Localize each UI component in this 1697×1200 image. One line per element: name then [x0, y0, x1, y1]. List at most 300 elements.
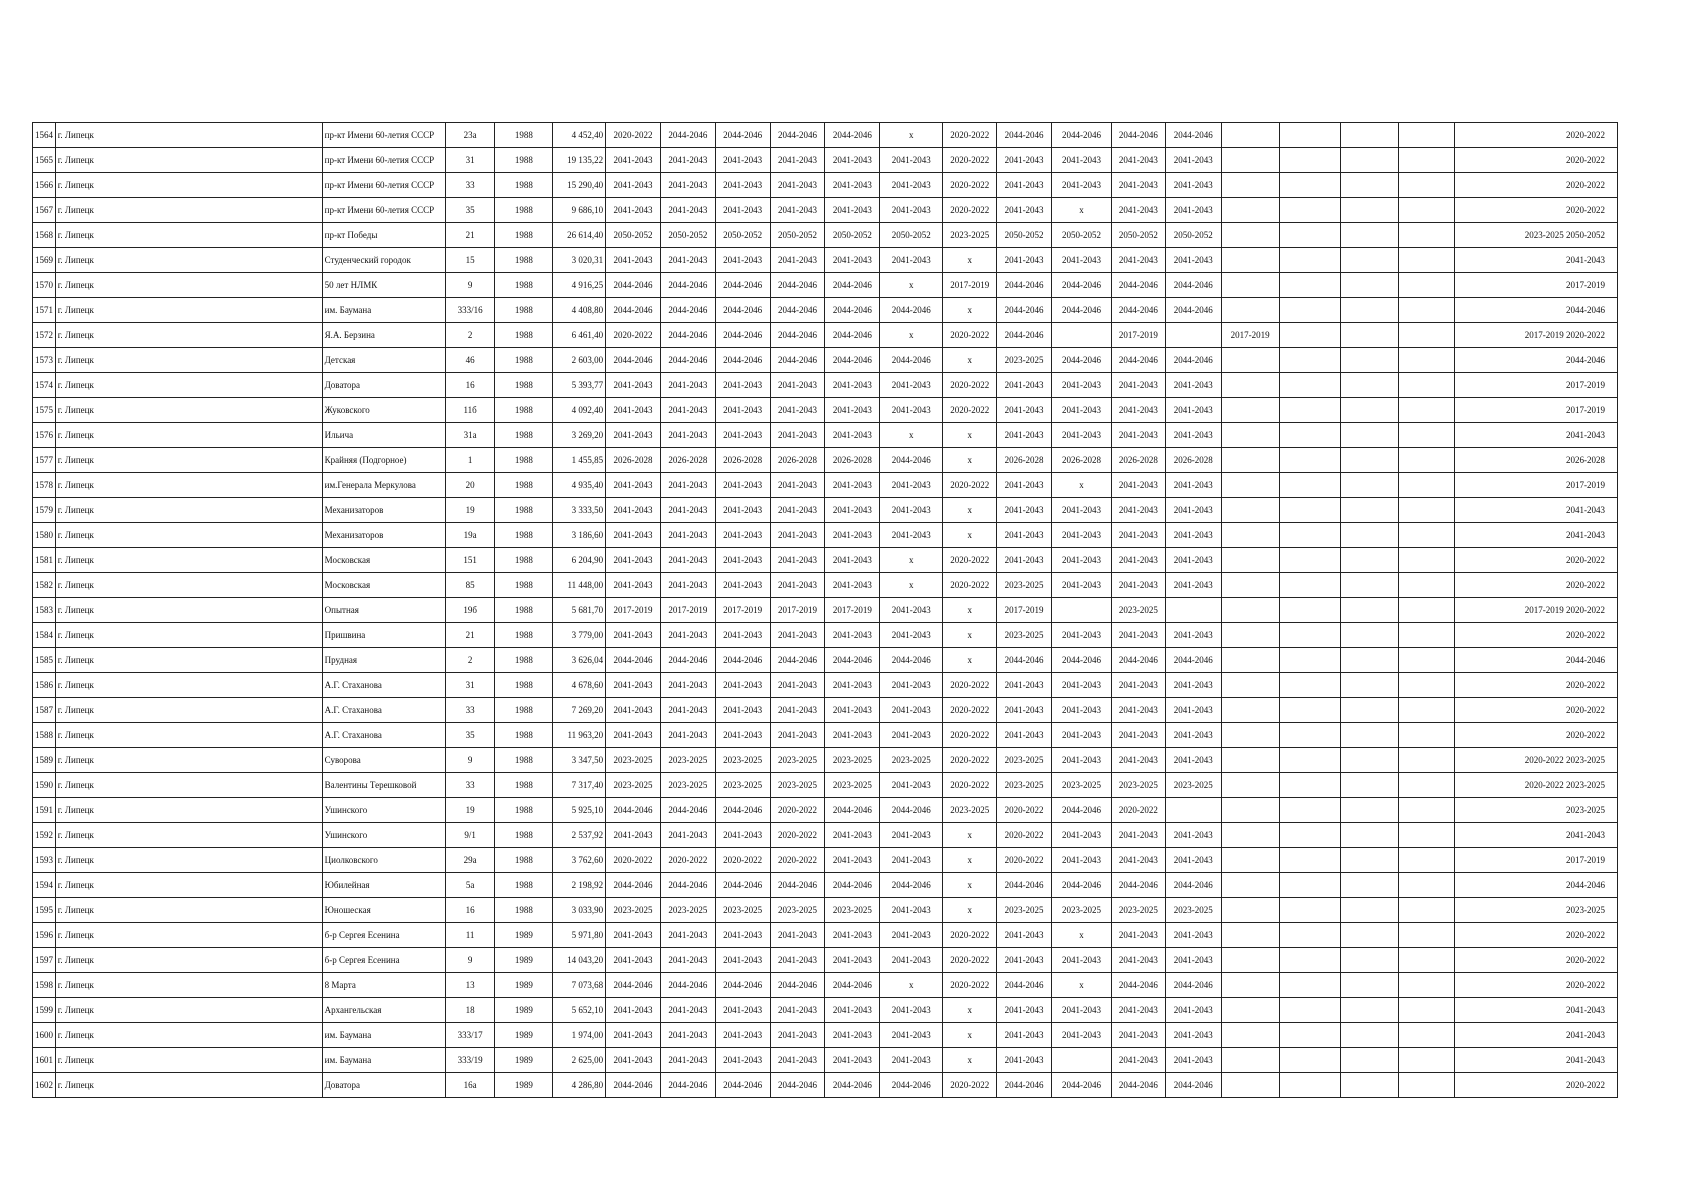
period-cell: 2041-2043 — [770, 473, 825, 498]
period-cell: 2041-2043 — [715, 723, 770, 748]
period-cell — [1398, 773, 1455, 798]
period-cell: 2041-2043 — [770, 1023, 825, 1048]
street-cell: Валентины Терешковой — [322, 773, 445, 798]
period-cell — [1340, 298, 1398, 323]
final-period-cell: 2041-2043 — [1455, 823, 1618, 848]
period-cell — [1340, 898, 1398, 923]
period-cell — [1279, 373, 1340, 398]
period-cell: 2041-2043 — [660, 1023, 715, 1048]
period-cell: 2023-2025 — [1111, 598, 1165, 623]
city-cell: г. Липецк — [55, 173, 322, 198]
period-cell: 2041-2043 — [715, 248, 770, 273]
period-cell: 2020-2022 — [715, 848, 770, 873]
period-cell: 2041-2043 — [880, 498, 943, 523]
period-cell: 2041-2043 — [825, 848, 880, 873]
build-year-cell: 1989 — [495, 998, 553, 1023]
period-cell: 2041-2043 — [825, 698, 880, 723]
house-number-cell: 19а — [445, 523, 495, 548]
period-cell: 2041-2043 — [715, 623, 770, 648]
area-cell: 15 290,40 — [553, 173, 606, 198]
period-cell — [1165, 798, 1221, 823]
period-cell — [1221, 473, 1279, 498]
period-cell: 2044-2046 — [880, 298, 943, 323]
table-row — [33, 723, 1618, 748]
period-cell: 2041-2043 — [660, 723, 715, 748]
period-cell: 2044-2046 — [825, 798, 880, 823]
period-cell: 2044-2046 — [1111, 648, 1165, 673]
period-cell: 2041-2043 — [1111, 723, 1165, 748]
period-cell: 2023-2025 — [997, 898, 1052, 923]
period-cell: 2041-2043 — [660, 823, 715, 848]
period-cell: 2041-2043 — [1051, 948, 1111, 973]
period-cell: 2041-2043 — [660, 423, 715, 448]
street-cell: им. Баумана — [322, 1023, 445, 1048]
street-cell: Пришвина — [322, 623, 445, 648]
period-cell: 2041-2043 — [1111, 1048, 1165, 1073]
period-cell: 2017-2019 — [997, 598, 1052, 623]
period-cell — [1398, 123, 1455, 148]
period-cell: 2041-2043 — [715, 173, 770, 198]
period-cell: 2041-2043 — [606, 498, 661, 523]
period-cell — [1279, 1073, 1340, 1098]
period-cell: 2044-2046 — [715, 323, 770, 348]
period-cell — [1221, 723, 1279, 748]
period-cell: 2020-2022 — [943, 1073, 997, 1098]
row-number-cell: 1587 — [33, 698, 56, 723]
period-cell: 2023-2025 — [1111, 898, 1165, 923]
area-cell: 7 073,68 — [553, 973, 606, 998]
period-cell — [1221, 823, 1279, 848]
final-period-cell: 2023-2025 2050-2052 — [1455, 223, 1618, 248]
period-cell: 2044-2046 — [825, 123, 880, 148]
area-cell: 2 603,00 — [553, 348, 606, 373]
street-cell: пр-кт Победы — [322, 223, 445, 248]
period-cell: 2020-2022 — [943, 573, 997, 598]
period-cell: 2023-2025 — [997, 623, 1052, 648]
period-cell: 2041-2043 — [606, 673, 661, 698]
final-period-cell: 2017-2019 2020-2022 — [1455, 323, 1618, 348]
period-cell: 2023-2025 — [825, 748, 880, 773]
period-cell: х — [943, 348, 997, 373]
period-cell: 2044-2046 — [660, 798, 715, 823]
period-cell — [1398, 573, 1455, 598]
table-row — [33, 423, 1618, 448]
house-number-cell: 15 — [445, 248, 495, 273]
street-cell: 8 Марта — [322, 973, 445, 998]
period-cell: х — [943, 873, 997, 898]
period-cell: 2041-2043 — [1165, 248, 1221, 273]
period-cell — [1340, 873, 1398, 898]
street-cell: им. Баумана — [322, 298, 445, 323]
house-number-cell: 16 — [445, 373, 495, 398]
row-number-cell: 1586 — [33, 673, 56, 698]
period-cell: 2044-2046 — [1111, 298, 1165, 323]
period-cell: 2041-2043 — [880, 673, 943, 698]
street-cell: 50 лет НЛМК — [322, 273, 445, 298]
period-cell — [1340, 573, 1398, 598]
area-cell: 1 974,00 — [553, 1023, 606, 1048]
build-year-cell: 1989 — [495, 923, 553, 948]
period-cell: 2041-2043 — [1165, 1023, 1221, 1048]
house-number-cell: 333/19 — [445, 1048, 495, 1073]
period-cell: 2023-2025 — [770, 898, 825, 923]
period-cell: 2041-2043 — [1165, 923, 1221, 948]
period-cell: 2044-2046 — [606, 873, 661, 898]
period-cell: 2041-2043 — [715, 148, 770, 173]
period-cell: 2041-2043 — [880, 773, 943, 798]
period-cell: 2017-2019 — [825, 598, 880, 623]
period-cell: 2023-2025 — [660, 773, 715, 798]
period-cell: 2026-2028 — [997, 448, 1052, 473]
period-cell: 2041-2043 — [825, 548, 880, 573]
period-cell — [1279, 298, 1340, 323]
period-cell: 2023-2025 — [997, 773, 1052, 798]
area-cell: 14 043,20 — [553, 948, 606, 973]
period-cell: 2041-2043 — [880, 1048, 943, 1073]
area-cell: 3 626,04 — [553, 648, 606, 673]
period-cell — [1221, 773, 1279, 798]
period-cell: 2023-2025 — [715, 898, 770, 923]
period-cell: 2023-2025 — [715, 748, 770, 773]
city-cell: г. Липецк — [55, 348, 322, 373]
table-row — [33, 123, 1618, 148]
final-period-cell: 2041-2043 — [1455, 423, 1618, 448]
area-cell: 3 033,90 — [553, 898, 606, 923]
build-year-cell: 1988 — [495, 723, 553, 748]
house-number-cell: 16 — [445, 898, 495, 923]
period-cell — [1340, 423, 1398, 448]
street-cell: Московская — [322, 573, 445, 598]
period-cell — [1279, 723, 1340, 748]
period-cell: 2041-2043 — [660, 998, 715, 1023]
period-cell: 2044-2046 — [715, 348, 770, 373]
period-cell: 2044-2046 — [606, 648, 661, 673]
period-cell: 2023-2025 — [997, 573, 1052, 598]
build-year-cell: 1988 — [495, 298, 553, 323]
table-row — [33, 1023, 1618, 1048]
period-cell — [1051, 598, 1111, 623]
period-cell: х — [880, 573, 943, 598]
table-row — [33, 573, 1618, 598]
build-year-cell: 1988 — [495, 173, 553, 198]
period-cell: х — [880, 273, 943, 298]
area-cell: 5 925,10 — [553, 798, 606, 823]
street-cell: Ушинского — [322, 798, 445, 823]
period-cell: 2026-2028 — [825, 448, 880, 473]
period-cell: 2026-2028 — [1111, 448, 1165, 473]
period-cell: 2041-2043 — [770, 673, 825, 698]
period-cell — [1221, 1048, 1279, 1073]
period-cell — [1398, 423, 1455, 448]
period-cell — [1340, 323, 1398, 348]
row-number-cell: 1591 — [33, 798, 56, 823]
house-number-cell: 35 — [445, 198, 495, 223]
period-cell: 2044-2046 — [1165, 348, 1221, 373]
period-cell — [1221, 1023, 1279, 1048]
period-cell: 2041-2043 — [770, 423, 825, 448]
period-cell — [1221, 698, 1279, 723]
final-period-cell: 2023-2025 — [1455, 798, 1618, 823]
period-cell — [1340, 923, 1398, 948]
period-cell: 2041-2043 — [880, 1023, 943, 1048]
period-cell — [1221, 548, 1279, 573]
period-cell: 2041-2043 — [1111, 848, 1165, 873]
period-cell: 2023-2025 — [606, 773, 661, 798]
period-cell: 2041-2043 — [880, 698, 943, 723]
period-cell: 2041-2043 — [715, 823, 770, 848]
period-cell — [1279, 798, 1340, 823]
period-cell: 2020-2022 — [943, 373, 997, 398]
period-cell: 2041-2043 — [1051, 373, 1111, 398]
period-cell: 2044-2046 — [606, 298, 661, 323]
period-cell — [1398, 498, 1455, 523]
period-cell: 2041-2043 — [1165, 423, 1221, 448]
period-cell — [1340, 373, 1398, 398]
period-cell — [1398, 523, 1455, 548]
period-cell: 2041-2043 — [1165, 498, 1221, 523]
period-cell: 2050-2052 — [997, 223, 1052, 248]
period-cell: 2041-2043 — [770, 548, 825, 573]
period-cell: 2041-2043 — [1111, 948, 1165, 973]
final-period-cell: 2020-2022 — [1455, 698, 1618, 723]
period-cell: х — [943, 423, 997, 448]
period-cell — [1340, 1023, 1398, 1048]
table-row — [33, 948, 1618, 973]
area-cell: 4 092,40 — [553, 398, 606, 423]
period-cell: 2041-2043 — [770, 248, 825, 273]
period-cell: 2020-2022 — [770, 798, 825, 823]
period-cell: 2044-2046 — [770, 123, 825, 148]
street-cell: Юношеская — [322, 898, 445, 923]
period-cell — [1398, 248, 1455, 273]
final-period-cell: 2020-2022 — [1455, 973, 1618, 998]
house-number-cell: 21 — [445, 623, 495, 648]
period-cell: 2017-2019 — [715, 598, 770, 623]
period-cell — [1340, 773, 1398, 798]
period-cell: 2050-2052 — [880, 223, 943, 248]
house-number-cell: 23а — [445, 123, 495, 148]
period-cell: 2041-2043 — [1051, 998, 1111, 1023]
city-cell: г. Липецк — [55, 798, 322, 823]
period-cell: 2044-2046 — [1051, 873, 1111, 898]
house-number-cell: 20 — [445, 473, 495, 498]
row-number-cell: 1572 — [33, 323, 56, 348]
period-cell — [1340, 473, 1398, 498]
period-cell: 2041-2043 — [1165, 823, 1221, 848]
period-cell: 2041-2043 — [660, 198, 715, 223]
final-period-cell: 2041-2043 — [1455, 248, 1618, 273]
period-cell — [1279, 898, 1340, 923]
street-cell: Механизаторов — [322, 523, 445, 548]
period-cell — [1340, 1048, 1398, 1073]
row-number-cell: 1581 — [33, 548, 56, 573]
build-year-cell: 1988 — [495, 473, 553, 498]
period-cell: 2020-2022 — [943, 923, 997, 948]
period-cell: 2044-2046 — [1051, 648, 1111, 673]
period-cell: 2020-2022 — [943, 698, 997, 723]
house-number-cell: 2 — [445, 323, 495, 348]
period-cell: 2041-2043 — [660, 1048, 715, 1073]
period-cell: х — [1051, 473, 1111, 498]
period-cell: 2041-2043 — [825, 248, 880, 273]
row-number-cell: 1575 — [33, 398, 56, 423]
period-cell — [1340, 548, 1398, 573]
house-number-cell: 2 — [445, 648, 495, 673]
build-year-cell: 1988 — [495, 873, 553, 898]
table-row — [33, 773, 1618, 798]
period-cell: 2050-2052 — [1051, 223, 1111, 248]
period-cell: х — [943, 623, 997, 648]
house-number-cell: 29а — [445, 848, 495, 873]
area-cell: 3 269,20 — [553, 423, 606, 448]
period-cell: 2041-2043 — [715, 423, 770, 448]
house-number-cell: 31а — [445, 423, 495, 448]
period-cell: 2041-2043 — [825, 623, 880, 648]
period-cell — [1279, 698, 1340, 723]
period-cell: 2044-2046 — [880, 648, 943, 673]
period-cell — [1165, 323, 1221, 348]
period-cell: 2041-2043 — [1051, 148, 1111, 173]
build-year-cell: 1988 — [495, 823, 553, 848]
period-cell — [1051, 323, 1111, 348]
street-cell: Крайняя (Подгорное) — [322, 448, 445, 473]
period-cell: 2041-2043 — [825, 423, 880, 448]
table-row — [33, 998, 1618, 1023]
period-cell: 2041-2043 — [1165, 473, 1221, 498]
table-row — [33, 623, 1618, 648]
period-cell: 2041-2043 — [997, 698, 1052, 723]
period-cell: 2023-2025 — [1111, 773, 1165, 798]
table-row — [33, 148, 1618, 173]
build-year-cell: 1988 — [495, 348, 553, 373]
period-cell — [1340, 748, 1398, 773]
area-cell: 3 020,31 — [553, 248, 606, 273]
period-cell: 2044-2046 — [606, 1073, 661, 1098]
period-cell — [1398, 623, 1455, 648]
house-number-cell: 19 — [445, 798, 495, 823]
street-cell: б-р Сергея Есенина — [322, 923, 445, 948]
period-cell: 2044-2046 — [997, 123, 1052, 148]
final-period-cell: 2041-2043 — [1455, 998, 1618, 1023]
period-cell: 2044-2046 — [825, 323, 880, 348]
table-row — [33, 1048, 1618, 1073]
period-cell: 2023-2025 — [1165, 773, 1221, 798]
period-cell: 2041-2043 — [880, 473, 943, 498]
period-cell: 2041-2043 — [606, 573, 661, 598]
build-year-cell: 1988 — [495, 573, 553, 598]
period-cell: 2041-2043 — [825, 198, 880, 223]
period-cell — [1398, 998, 1455, 1023]
period-cell: 2020-2022 — [943, 198, 997, 223]
period-cell: 2044-2046 — [660, 348, 715, 373]
table-row — [33, 873, 1618, 898]
street-cell: А.Г. Стаханова — [322, 698, 445, 723]
period-cell — [1340, 123, 1398, 148]
period-cell — [1340, 1073, 1398, 1098]
area-cell: 4 452,40 — [553, 123, 606, 148]
period-cell — [1398, 673, 1455, 698]
period-cell: 2041-2043 — [825, 148, 880, 173]
final-period-cell: 2020-2022 — [1455, 1073, 1618, 1098]
city-cell: г. Липецк — [55, 223, 322, 248]
period-cell: 2044-2046 — [1051, 798, 1111, 823]
period-cell: 2017-2019 — [1111, 323, 1165, 348]
period-cell: 2041-2043 — [606, 423, 661, 448]
period-cell: 2017-2019 — [770, 598, 825, 623]
city-cell: г. Липецк — [55, 573, 322, 598]
period-cell: 2020-2022 — [943, 723, 997, 748]
final-period-cell: 2020-2022 — [1455, 148, 1618, 173]
period-cell: 2044-2046 — [1165, 1073, 1221, 1098]
period-cell: 2041-2043 — [997, 548, 1052, 573]
period-cell: 2044-2046 — [997, 323, 1052, 348]
period-cell — [1398, 1048, 1455, 1073]
period-cell: 2020-2022 — [660, 848, 715, 873]
period-cell: 2044-2046 — [825, 873, 880, 898]
table-row — [33, 173, 1618, 198]
row-number-cell: 1594 — [33, 873, 56, 898]
period-cell — [1279, 948, 1340, 973]
period-cell — [1398, 648, 1455, 673]
street-cell: Прудная — [322, 648, 445, 673]
period-cell: 2041-2043 — [1111, 923, 1165, 948]
period-cell: 2020-2022 — [943, 473, 997, 498]
period-cell: 2041-2043 — [997, 198, 1052, 223]
period-cell — [1279, 598, 1340, 623]
period-cell: 2044-2046 — [660, 323, 715, 348]
build-year-cell: 1989 — [495, 1023, 553, 1048]
period-cell — [1279, 473, 1340, 498]
final-period-cell: 2041-2043 — [1455, 1048, 1618, 1073]
final-period-cell: 2020-2022 2023-2025 — [1455, 748, 1618, 773]
period-cell: 2044-2046 — [997, 873, 1052, 898]
period-cell — [1279, 848, 1340, 873]
period-cell: 2044-2046 — [1111, 123, 1165, 148]
period-cell: 2020-2022 — [943, 173, 997, 198]
build-year-cell: 1988 — [495, 498, 553, 523]
period-cell: 2044-2046 — [1051, 123, 1111, 148]
house-number-cell: 46 — [445, 348, 495, 373]
period-cell: 2041-2043 — [715, 673, 770, 698]
period-cell: 2044-2046 — [1111, 873, 1165, 898]
period-cell: 2044-2046 — [660, 1073, 715, 1098]
period-cell: 2041-2043 — [1111, 473, 1165, 498]
city-cell: г. Липецк — [55, 1023, 322, 1048]
row-number-cell: 1583 — [33, 598, 56, 623]
row-number-cell: 1590 — [33, 773, 56, 798]
period-cell: 2044-2046 — [660, 873, 715, 898]
period-cell: 2017-2019 — [943, 273, 997, 298]
period-cell — [1051, 1048, 1111, 1073]
street-cell: б-р Сергея Есенина — [322, 948, 445, 973]
final-period-cell: 2020-2022 — [1455, 948, 1618, 973]
period-cell: х — [880, 423, 943, 448]
area-cell: 3 347,50 — [553, 748, 606, 773]
period-cell: 2041-2043 — [715, 373, 770, 398]
final-period-cell: 2044-2046 — [1455, 348, 1618, 373]
table-row — [33, 473, 1618, 498]
final-period-cell: 2017-2019 — [1455, 273, 1618, 298]
row-number-cell: 1570 — [33, 273, 56, 298]
period-cell: 2044-2046 — [606, 973, 661, 998]
period-cell: 2041-2043 — [880, 723, 943, 748]
period-cell: 2041-2043 — [997, 423, 1052, 448]
row-number-cell: 1595 — [33, 898, 56, 923]
period-cell — [1221, 173, 1279, 198]
period-cell: 2020-2022 — [606, 123, 661, 148]
period-cell: х — [943, 648, 997, 673]
period-cell — [1279, 348, 1340, 373]
